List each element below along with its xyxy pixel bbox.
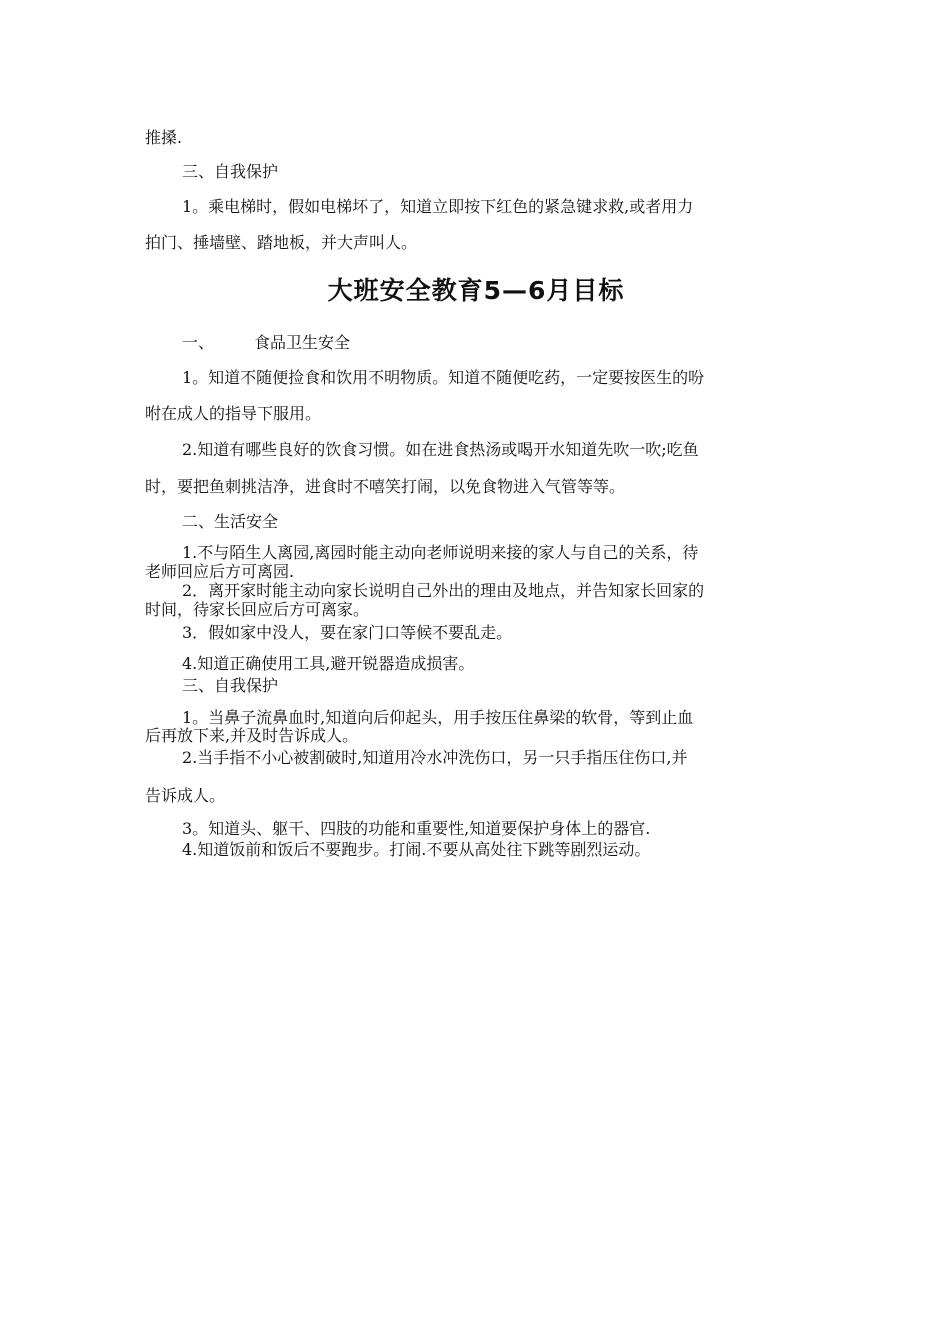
life-item2-line2: 时间，待家长回应后方可离家。 bbox=[145, 600, 370, 619]
food-safety-number: 一、 bbox=[182, 333, 215, 352]
elevator-item-line1: 1。乘电梯时，假如电梯坏了，知道立即按下红色的紧急键求救,或者用力 bbox=[182, 197, 694, 216]
protect-item4: 4.知道饭前和饭后不要跑步。打闹.不要从高处往下跳等剧烈运动。 bbox=[182, 840, 651, 859]
life-item1-line2: 老师回应后方可离园. bbox=[145, 562, 295, 581]
food-item1-line1: 1。知道不随便捡食和饮用不明物质。知道不随便吃药，一定要按医生的吩 bbox=[182, 368, 705, 387]
food-safety-heading bbox=[182, 333, 807, 353]
life-item3: 3．假如家中没人，要在家门口等候不要乱走。 bbox=[182, 623, 513, 642]
life-item1-line1: 1.不与陌生人离园,离园时能主动向老师说明来接的家人与自己的关系，待 bbox=[182, 543, 699, 562]
life-item4: 4.知道正确使用工具,避开锐器造成损害。 bbox=[182, 654, 475, 673]
protect-item1-line1: 1。当鼻子流鼻血时,知道向后仰起头，用手按压住鼻梁的软骨，等到止血 bbox=[182, 708, 694, 727]
food-item1-line2: 咐在成人的指导下服用。 bbox=[145, 404, 322, 423]
protect-item2-line1: 2.当手指不小心被割破时,知道用冷水冲洗伤口，另一只手指压住伤口,并 bbox=[182, 748, 688, 767]
elevator-item-line2: 拍门、捶墙壁、踏地板，并大声叫人。 bbox=[145, 233, 418, 252]
life-item2-line1: 2．离开家时能主动向家长说明自己外出的理由及地点，并告知家长回家的 bbox=[182, 581, 705, 600]
document-title: 大班安全教育5—6月目标 bbox=[327, 276, 625, 305]
protect-item2-line2: 告诉成人。 bbox=[145, 786, 226, 805]
self-protection-heading: 三、自我保护 bbox=[182, 676, 279, 695]
prev-self-protection-heading: 三、自我保护 bbox=[182, 162, 279, 181]
protect-item1-line2: 后再放下来,并及时告诉成人。 bbox=[145, 726, 359, 745]
protect-item3: 3。知道头、躯干、四肢的功能和重要性,知道要保护身体上的器官. bbox=[182, 819, 651, 838]
life-safety-heading: 二、生活安全 bbox=[182, 512, 279, 531]
food-item2-line2: 时，要把鱼刺挑洁净，进食时不嘻笑打闹，以免食物进入气管等等。 bbox=[145, 477, 626, 496]
food-item2-line1: 2.知道有哪些良好的饮食习惯。如在进食热汤或喝开水知道先吹一吹;吃鱼 bbox=[182, 440, 699, 459]
prev-paragraph-tail: 推搡. bbox=[145, 128, 183, 147]
food-safety-label: 食品卫生安全 bbox=[254, 333, 351, 352]
